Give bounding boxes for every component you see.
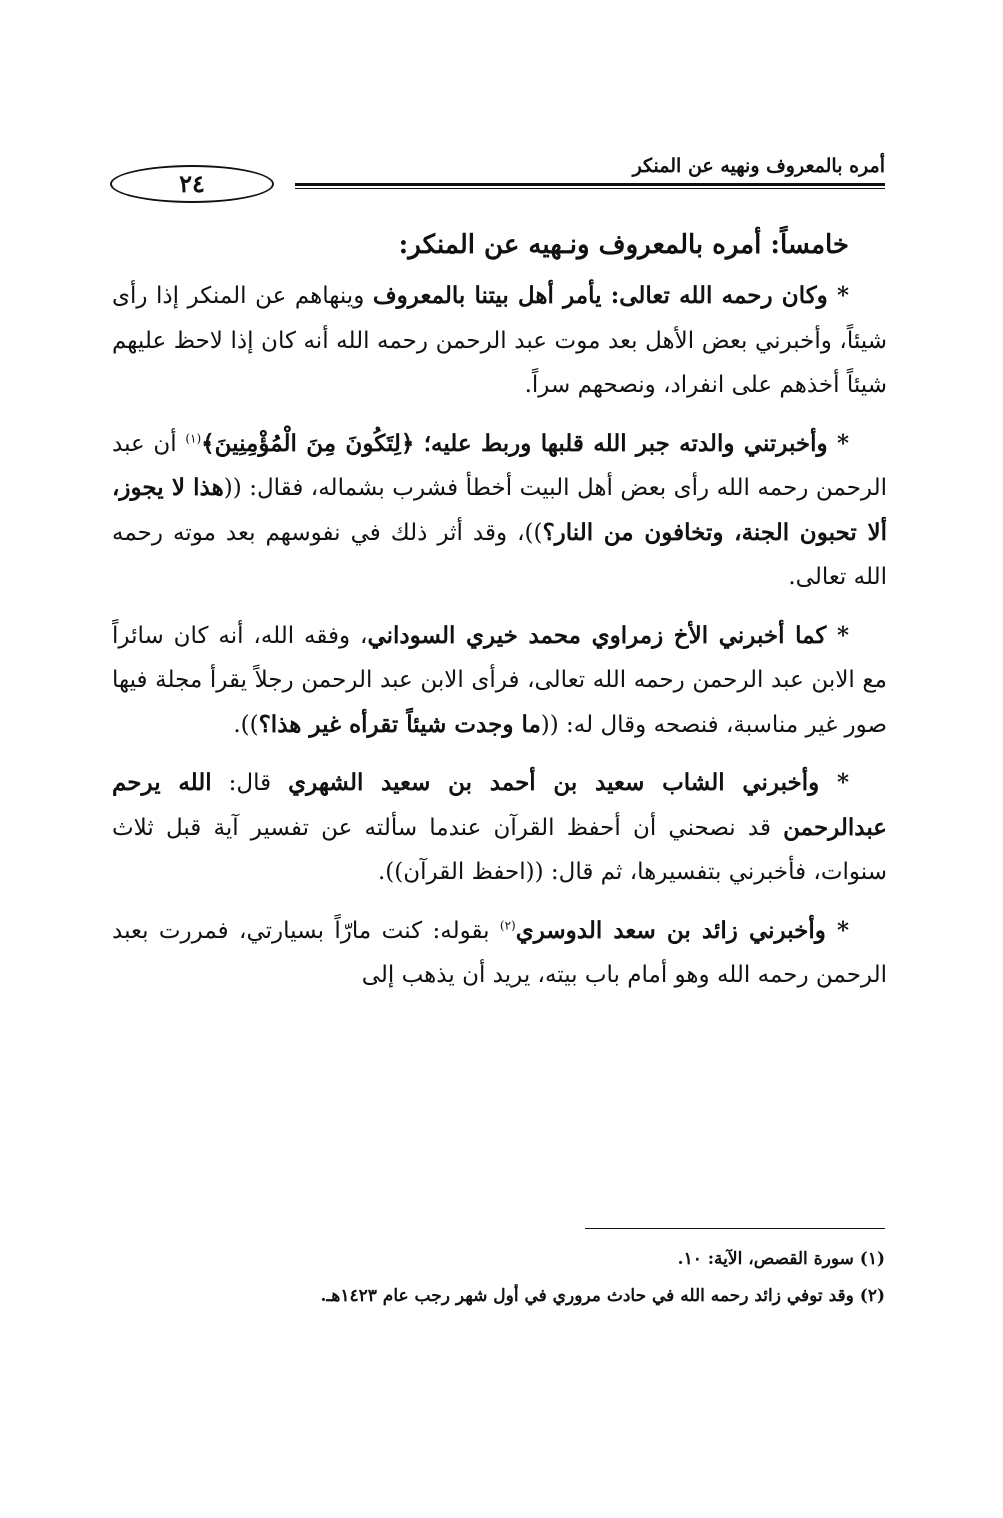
footnote-ref-2: (٢) <box>499 917 516 932</box>
paragraph-2-bold: * وأخبرتني والدته جبر الله قلبها وربط عليه؛ <box>423 429 850 457</box>
footnote-2: (٢) وقد توفي زائد رحمه الله في حادث مروري في أول شهر رجب عام ١٤٢٣هـ. <box>320 1286 885 1306</box>
quran-verse: ﴿لِتَكُونَ مِنَ الْمُؤْمِنِينَ﴾ <box>201 429 424 457</box>
paragraph-5-text: بقوله: كنت مارّاً بسيارتي، فمررت بعبد الرحمن رحمه الله وهو أمام باب بيته، يريد أن يذهب إلى <box>112 917 887 988</box>
footnote-ref-1: (١) <box>185 430 202 445</box>
footnote-rule <box>585 1228 885 1229</box>
paragraph-3-quote: ما وجدت شيئاً تقرأه غير هذا؟ <box>258 710 541 738</box>
paragraph-2-text: أن عبد الرحمن رحمه الله رأى بعض أهل البيت أخطأ فشرب بشماله، فقال: (( <box>112 430 887 501</box>
footnote-1: (١) سورة القصص، الآية: ١٠. <box>677 1249 885 1269</box>
paragraph-1-text: وينهاهم عن المنكر إذا رأى شيئاً، وأخبرني بعض الأهل بعد موت عبد الرحمن رحمه الله أنه كان إذا لاحظ عليهم شيئاً أخذهم على انفراد، ونصحهم سراً. <box>112 283 887 398</box>
paragraph-4-rest: قد نصحني أن أحفظ القرآن عندما سألته عن تفسير آية قبل ثلاث سنوات، فأخبرني بتفسيرها، ثم قال: ((احفظ القرآن)). <box>112 814 887 885</box>
header-rule <box>295 183 885 186</box>
paragraph-2 <box>112 422 887 600</box>
paragraph-4-bold-2: الله يرحم عبدالرحمن <box>112 769 887 841</box>
running-header <box>110 145 885 205</box>
paragraph-3-bold: * كما أخبرني الأخ زمراوي محمد خيري السوداني <box>367 621 849 649</box>
paragraph-3-end: )). <box>233 711 259 738</box>
paragraph-2-quote: هذا لا يجوز، ألا تحبون الجنة، وتخافون من النار؟ <box>112 474 887 546</box>
paragraph-4 <box>112 761 887 895</box>
body-text <box>112 222 887 1012</box>
paragraph-4-text: قال: <box>211 770 289 796</box>
paragraph-4-bold: * وأخبرني الشاب سعيد بن أحمد بن سعيد الشهري <box>288 769 849 796</box>
paragraph-5-bold: * وأخبرني زائد بن سعد الدوسري <box>515 916 849 944</box>
running-title: أمره بالمعروف ونهيه عن المنكر <box>632 155 885 177</box>
paragraph-3 <box>112 614 887 748</box>
paragraph-3-text: ، وفقه الله، أنه كان سائراً مع الابن عبد الرحمن رحمه الله تعالى، فرأى الابن عبد الرحمن رجلاً يقرأ مجلة فيها صور غير مناسبة، فنصحه وقال له: (( <box>112 622 887 738</box>
paragraph-5 <box>112 909 887 998</box>
paragraph-2-end: ))، وقد أثر ذلك في نفوسهم بعد موته رحمه الله تعالى. <box>112 519 887 590</box>
paragraph-1 <box>112 274 887 408</box>
paragraph-1-bold: * وكان رحمه الله تعالى: يأمر أهل بيتنا بالمعروف <box>372 282 849 309</box>
footnotes <box>110 1246 885 1320</box>
section-heading: خامساً: أمره بالمعروف ونـهيه عن المنكر: <box>398 230 849 260</box>
page-number: ٢٤ <box>110 165 274 203</box>
